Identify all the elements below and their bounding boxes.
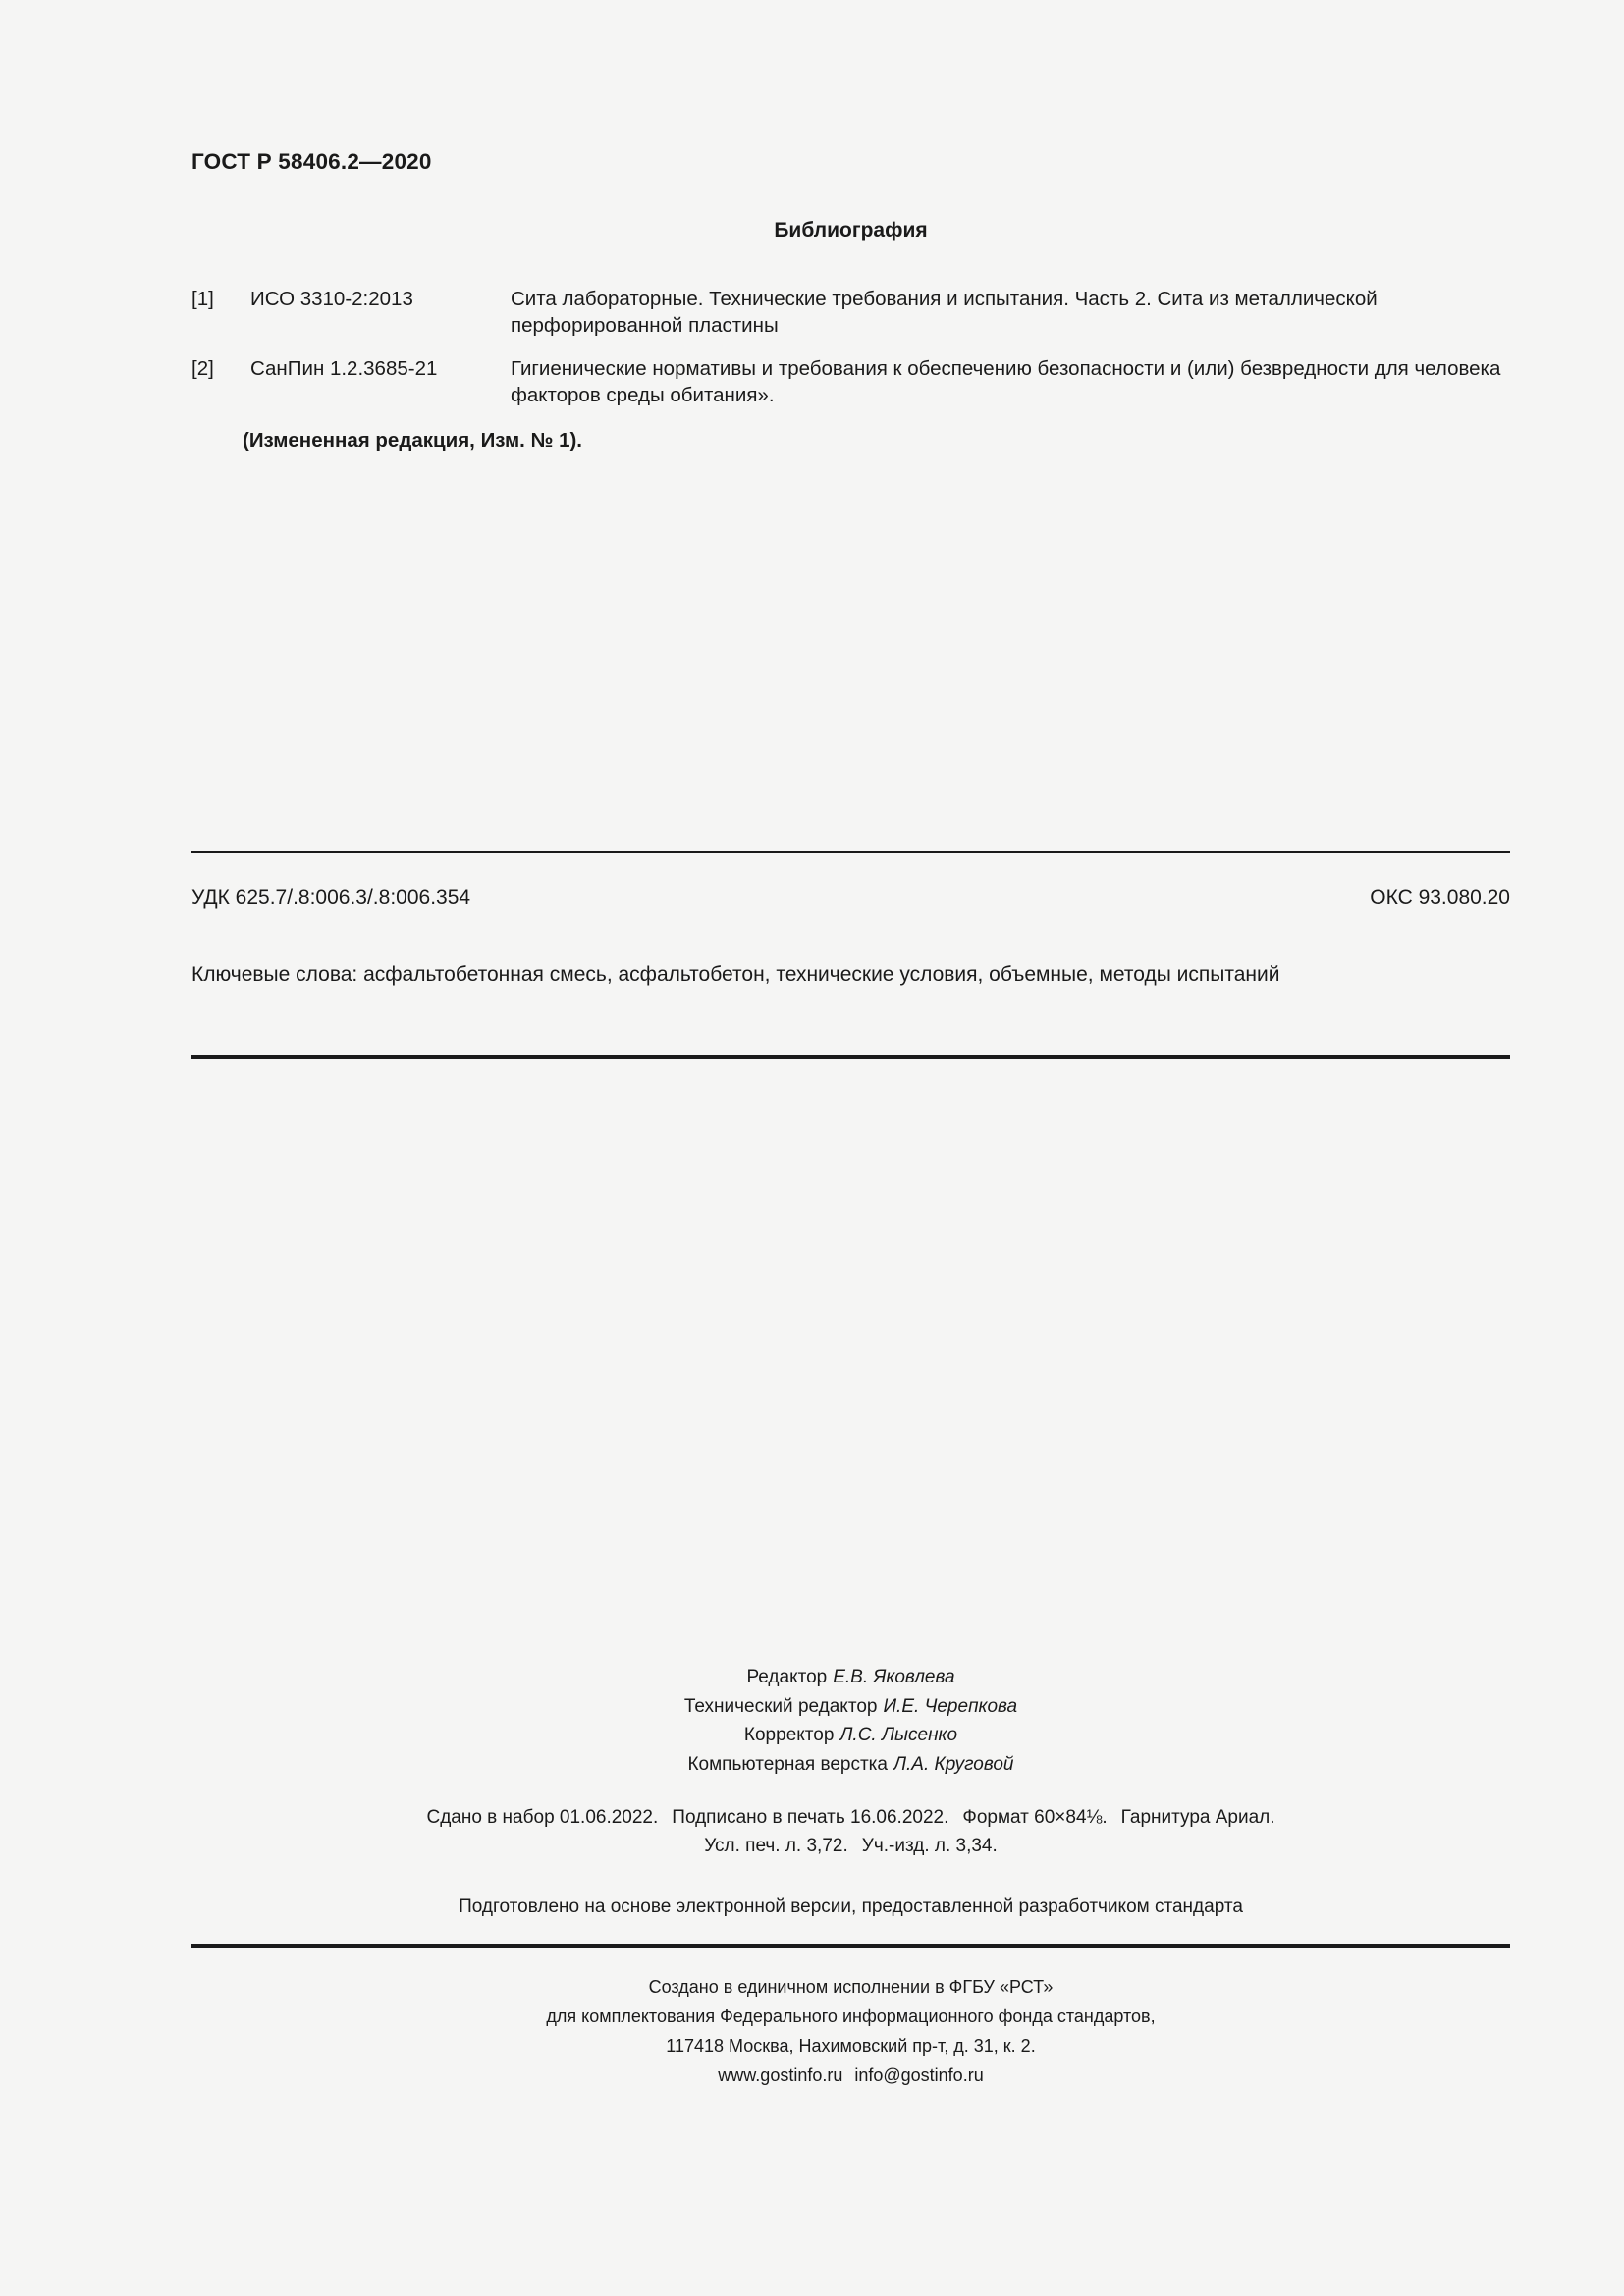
website-link[interactable]: www.gostinfo.ru (718, 2064, 843, 2085)
divider-below-keywords (191, 1055, 1510, 1059)
divider-above-udk (191, 851, 1510, 853)
print-sheets-conventional: Усл. печ. л. 3,72. (704, 1836, 848, 1857)
divider-above-imprint (191, 1944, 1510, 1948)
bibliography-heading: Библиография (774, 219, 928, 241)
colophon-line-layout (191, 1750, 1510, 1780)
print-info-block (191, 1803, 1510, 1861)
running-head-standard-number: ГОСТ Р 58406.2—2020 (191, 149, 432, 174)
proofreader-role-label: Корректор (743, 1725, 835, 1746)
colophon-line-technical-editor (191, 1692, 1510, 1722)
colophon-block (191, 1663, 1510, 1780)
bibliography-entry-description: Сита лабораторные. Технические требования и испытания. Часть 2. Сита из металлической перфорированной пластины (511, 288, 1378, 337)
technical-editor-role-label: Технический редактор (683, 1695, 878, 1717)
email-link[interactable]: info@gostinfo.ru (854, 2064, 984, 2085)
technical-editor-name: И.Е. Черепкова (883, 1695, 1018, 1717)
amendment-note: (Измененная редакция, Изм. № 1). (243, 429, 583, 452)
bibliography-entry-description: Гигиенические нормативы и требования к обеспечению безопасности и (или) безвредности для человека факторов среды обитания». (511, 356, 1501, 406)
proofreader-name: Л.С. Лысенко (839, 1725, 958, 1746)
bibliography-entry-reference: ИСО 3310-2:2013 (250, 288, 413, 310)
print-info-line-1 (191, 1803, 1510, 1832)
udk-code: УДК 625.7/.8:006.3/.8:006.354 (191, 886, 471, 909)
print-signed-date: Подписано в печать 16.06.2022. (672, 1807, 949, 1828)
editor-role-label: Редактор (746, 1667, 828, 1687)
print-info-line-2 (191, 1832, 1510, 1860)
oks-code: ОКС 93.080.20 (1370, 886, 1510, 909)
bibliography-entry-number: [2] (191, 356, 214, 380)
print-typeface: Гарнитура Ариал. (1120, 1807, 1275, 1828)
classification-row (191, 886, 1510, 910)
imprint-line-created: Создано в единичном исполнении в ФГБУ «РСТ» (648, 1977, 1054, 1997)
imprint-block (191, 1973, 1510, 2091)
bibliography-list (191, 287, 1510, 425)
print-submitted-date: Сдано в набор 01.06.2022. (426, 1807, 659, 1828)
colophon-line-proofreader (191, 1721, 1510, 1750)
bibliography-entry (191, 356, 1510, 409)
print-format: Формат 60×84⅛. (962, 1807, 1108, 1828)
keywords-paragraph: Ключевые слова: асфальтобетонная смесь, асфальтобетон, технические условия, объемные, методы испытаний (191, 963, 1280, 986)
bibliography-entry-number: [1] (191, 288, 214, 310)
editor-name: Е.В. Яковлева (833, 1667, 955, 1687)
layout-role-label: Компьютерная верстка (687, 1753, 888, 1775)
imprint-line-address: 117418 Москва, Нахимовский пр-т, д. 31, к. 2. (666, 2035, 1036, 2056)
imprint-line-purpose: для комплектования Федерального информационного фонда стандартов, (546, 2005, 1156, 2026)
print-sheets-publishing: Уч.-изд. л. 3,34. (861, 1836, 998, 1857)
layout-name: Л.А. Круговой (893, 1753, 1014, 1775)
bibliography-entry-reference: СанПин 1.2.3685-21 (250, 356, 438, 380)
colophon-line-editor (191, 1663, 1510, 1692)
imprint-line-contacts (191, 2061, 1510, 2091)
prepared-from-electronic-version-note: Подготовлено на основе электронной версии, предоставленной разработчиком стандарта (459, 1896, 1243, 1917)
bibliography-entry (191, 287, 1510, 340)
